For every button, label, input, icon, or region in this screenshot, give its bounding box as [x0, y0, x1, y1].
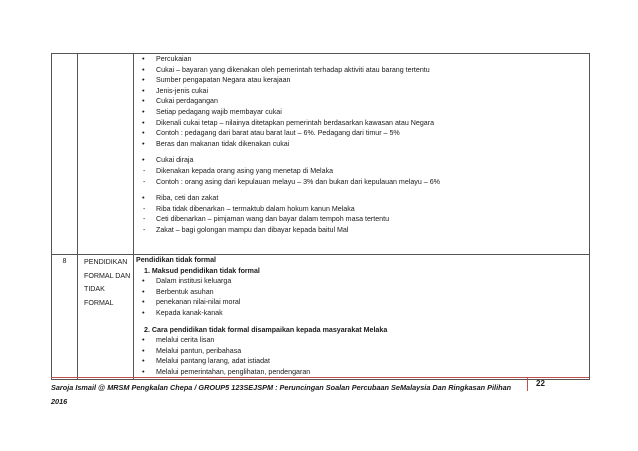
list-item: • Kepada kanak-kanak	[134, 308, 589, 319]
list-item: • penekanan nilai-nilai moral	[134, 297, 589, 308]
list-item: • Cukai – bayaran yang dikenakan oleh pemerintah terhadap aktiviti atau barang tertentu	[134, 65, 589, 76]
list-item: - Dikenakan kepada orang asing yang menetap di Melaka	[134, 166, 589, 177]
list-item: • Beras dan makanan tidak dikenakan cukai	[134, 139, 589, 150]
list-item: • Riba, ceti dan zakat	[134, 193, 589, 204]
footer-year: 2016	[51, 397, 68, 406]
table-row	[52, 54, 590, 255]
list-item: 1. Maksud pendidikan tidak formal	[144, 266, 260, 275]
list-item: - Riba tidak dibenarkan – termaktub dalam hokum kanun Melaka	[134, 204, 589, 215]
list-item: • Dalam institusi keluarga	[134, 276, 589, 287]
list-item: • Jenis-jenis cukai	[134, 86, 589, 97]
list-item: • Melalui pemerintahan, penglihatan, pendengaran	[134, 367, 589, 378]
list-item: • Melalui pantang larang, adat istiadat	[134, 356, 589, 367]
list-item: • melalui cerita lisan	[134, 335, 589, 346]
list-item: • Melalui pantun, peribahasa	[134, 346, 589, 357]
row-subject-cell	[78, 54, 134, 255]
row-subject-cell	[78, 255, 134, 380]
list-item: 2. Cara pendidikan tidak formal disampaikan kepada masyarakat Melaka	[144, 325, 388, 334]
row-number-cell: 8	[52, 255, 78, 380]
row-number-cell	[52, 54, 78, 255]
table-row	[52, 255, 590, 380]
list-item: - Contoh : orang asing dari kepulauan melayu – 3% dan bukan dari kepulauan melayu – 6%	[134, 177, 589, 188]
list-item: • Cukai diraja	[134, 155, 589, 166]
notes-table	[51, 53, 590, 380]
row-content-cell	[134, 54, 590, 255]
subject-line: PENDIDIKAN	[84, 258, 128, 266]
list-item: • Dikenali cukai tetap – nilainya ditetapkan pemerintah berdasarkan kawasan atau Negara	[134, 118, 589, 129]
list-item: • Cukai perdagangan	[134, 96, 589, 107]
list-item: • Percukaian	[134, 54, 589, 65]
footer-text: Saroja Ismail @ MRSM Pengkalan Chepa / GROUP5 123SEJSPM : Peruncingan Soalan Percubaan SeMalaysia Dan Ringkasan Pilihan	[51, 383, 512, 392]
row-content-cell	[134, 255, 590, 380]
subject-line: FORMAL DAN	[84, 271, 131, 280]
footer-divider	[51, 377, 589, 378]
list-item: • Sumber pengapatan Negara atau kerajaan	[134, 75, 589, 86]
page-footer	[51, 381, 521, 409]
list-item: • Setiap pedagang wajib membayar cukai	[134, 107, 589, 118]
list-item: - Zakat – bagi golongan mampu dan dibayar kepada baitul Mal	[134, 225, 589, 236]
content-list	[134, 255, 589, 378]
list-item: • Berbentuk asuhan	[134, 287, 589, 298]
list-item: • Contoh : pedagang dari barat atau barat laut – 6%. Pedagang dari timur – 5%	[134, 128, 589, 139]
page-number: 22	[527, 377, 589, 391]
list-item: - Ceti dibenarkan – pimjaman wang dan bayar dalam tempoh masa tertentu	[134, 214, 589, 225]
section-heading: Pendidikan tidak formal	[136, 256, 217, 264]
content-list	[134, 54, 589, 236]
subject-line: TIDAK FORMAL	[84, 285, 114, 307]
